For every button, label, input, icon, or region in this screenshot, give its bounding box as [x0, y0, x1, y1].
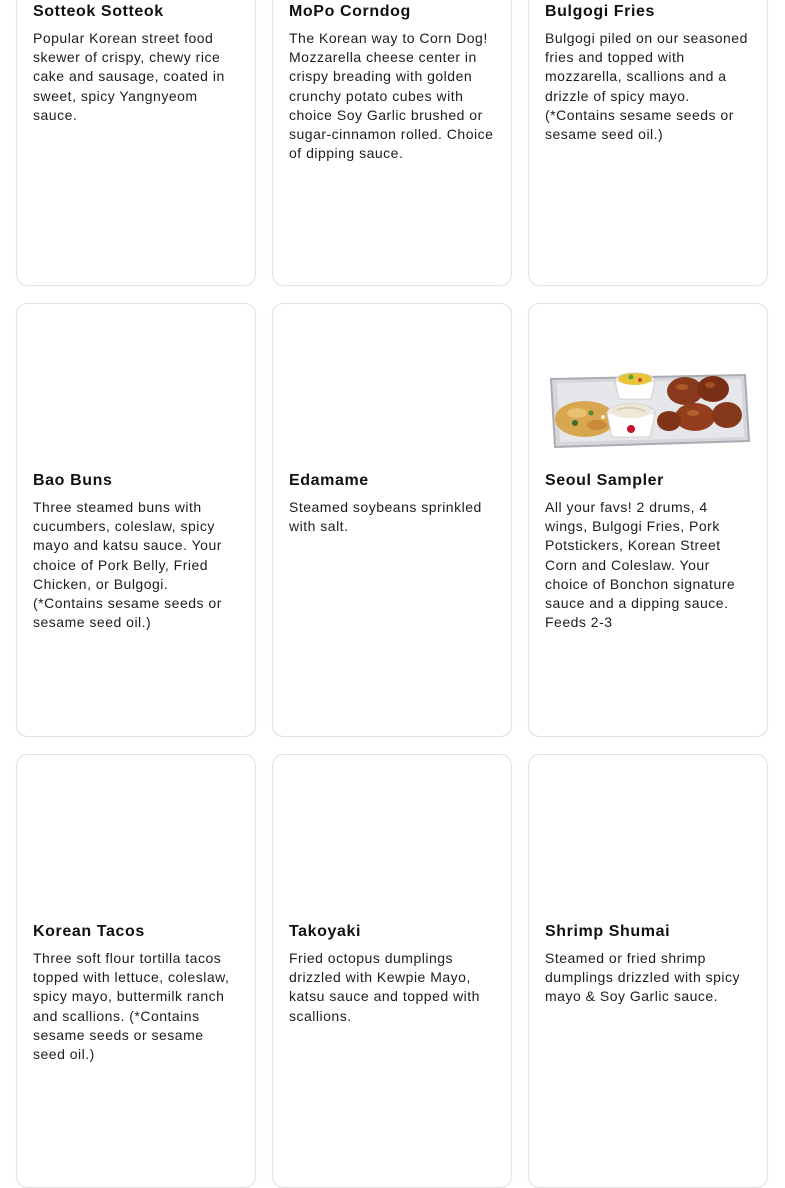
menu-card-bulgogi-fries[interactable] [528, 0, 768, 286]
menu-item-title: Bulgogi Fries [545, 3, 656, 20]
menu-item-image-placeholder [17, 323, 255, 470]
menu-card-shrimp-shumai[interactable] [528, 754, 768, 1188]
menu-item-description: Fried octopus dumplings drizzled with Kewpie Mayo, katsu sauce and topped with scallions. [289, 950, 480, 1024]
menu-card-edamame[interactable] [272, 303, 512, 737]
menu-item-image-placeholder [529, 774, 767, 921]
menu-item-title: Korean Tacos [33, 923, 145, 940]
card-body [529, 470, 767, 632]
menu-item-description: Bulgogi piled on our seasoned fries and topped with mozzarella, scallions and a drizzle of spicy mayo. (*Contains sesame seeds or sesame seed oil.) [545, 30, 748, 143]
menu-item-description: Three steamed buns with cucumbers, coleslaw, spicy mayo and katsu sauce. Your choice of Pork Belly, Fried Chicken, or Bulgogi. (*Contains sesame seeds or sesame seed oil.) [33, 499, 222, 631]
card-body [17, 921, 255, 1064]
menu-item-title: Edamame [289, 472, 369, 489]
card-body [273, 921, 511, 1026]
card-body [273, 470, 511, 536]
sampler-tray-photo [529, 323, 767, 470]
menu-item-image-placeholder [273, 774, 511, 921]
menu-item-description: The Korean way to Corn Dog! Mozzarella cheese center in crispy breading with golden crunchy potato cubes with choice Soy Garlic brushed or sugar-cinnamon rolled. Choice of dipping sauce. [289, 30, 494, 162]
card-body [529, 921, 767, 1007]
card-body [529, 0, 767, 144]
card-body [273, 0, 511, 163]
menu-item-title: Seoul Sampler [545, 472, 664, 489]
menu-grid [16, 0, 769, 1188]
sampler-tray-image [545, 341, 751, 453]
menu-card-seoul-sampler[interactable] [528, 303, 768, 737]
menu-item-title: Sotteok Sotteok [33, 3, 164, 20]
menu-card-takoyaki[interactable] [272, 754, 512, 1188]
menu-item-title: Takoyaki [289, 923, 362, 940]
menu-item-image-placeholder [273, 323, 511, 470]
menu-item-description: Steamed or fried shrimp dumplings drizzled with spicy mayo & Soy Garlic sauce. [545, 950, 741, 1005]
menu-item-description: Three soft flour tortilla tacos topped with lettuce, coleslaw, spicy mayo, buttermilk ranch and scallions. (*Contains sesame seeds or sesame seed oil.) [33, 950, 230, 1063]
card-body [17, 470, 255, 632]
menu-item-description: All your favs! 2 drums, 4 wings, Bulgogi Fries, Pork Potstickers, Korean Street Corn and Coleslaw. Your choice of Bonchon signature sauce and a dipping sauce. Feeds 2-3 [545, 499, 736, 631]
menu-card-korean-tacos[interactable] [16, 754, 256, 1188]
menu-card-bao-buns[interactable] [16, 303, 256, 737]
menu-item-description: Popular Korean street food skewer of crispy, chewy rice cake and sausage, coated in sweet, spicy Yangnyeom sauce. [33, 30, 225, 123]
menu-item-title: Shrimp Shumai [545, 923, 671, 940]
menu-item-image-placeholder [17, 774, 255, 921]
menu-card-sotteok-sotteok[interactable] [16, 0, 256, 286]
menu-item-title: MoPo Corndog [289, 3, 411, 20]
menu-card-mopo-corndog[interactable] [272, 0, 512, 286]
card-body [17, 0, 255, 125]
menu-item-title: Bao Buns [33, 472, 113, 489]
menu-item-description: Steamed soybeans sprinkled with salt. [289, 499, 482, 535]
